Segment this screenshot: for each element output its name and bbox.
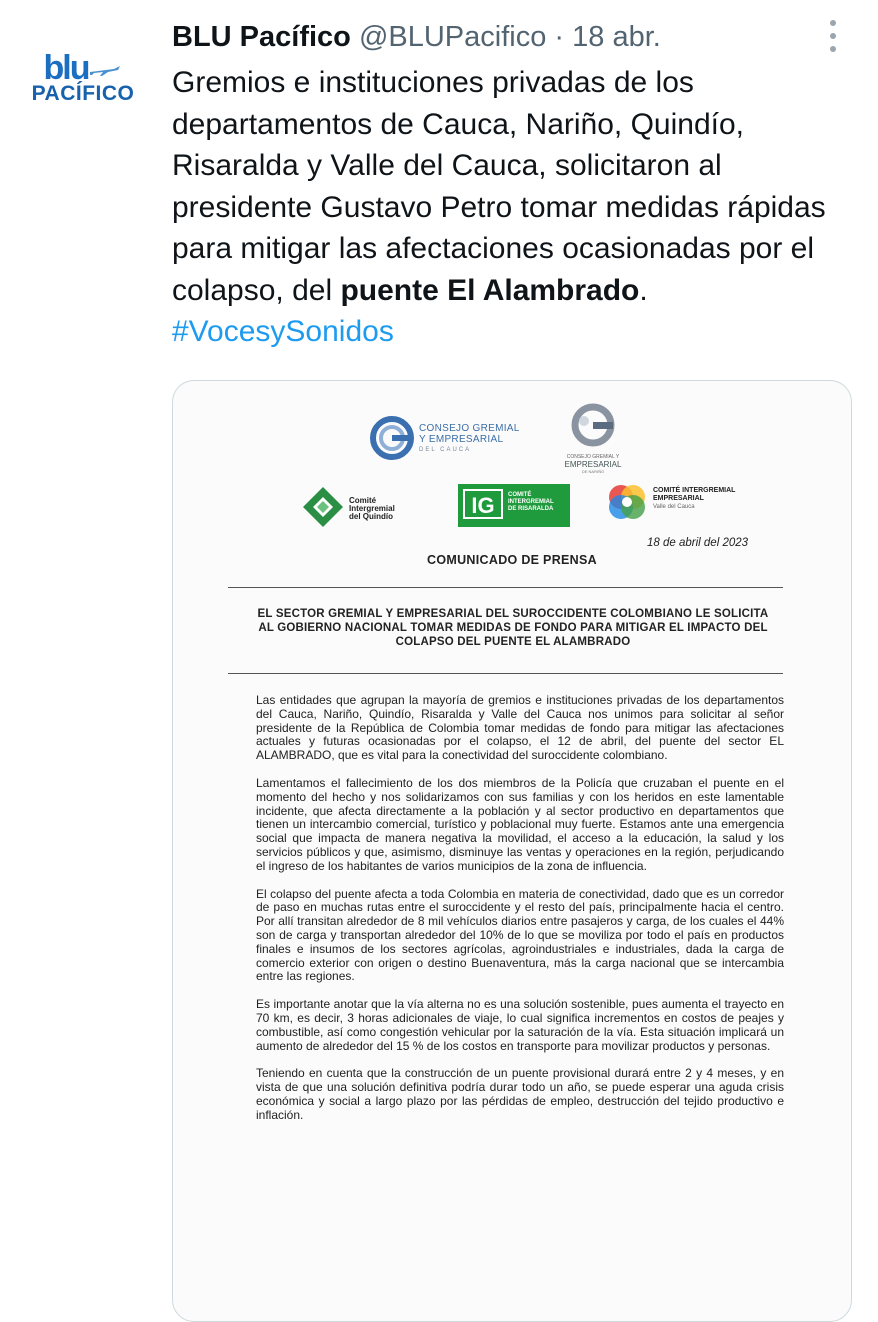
quindio-mark-icon [301, 485, 345, 529]
logo-quindio-line3: del Quindío [349, 512, 393, 521]
logo-comite-quindio [301, 485, 411, 529]
logo-consejo-narino [553, 403, 633, 474]
logo-risaralda-line3: DE RISARALDA [508, 506, 554, 512]
document-paragraph: Las entidades que agrupan la mayoría de gremios e instituciones privadas de los departamentos del Cauca, Nariño, Quindío, Risaralda y Valle del Cauca nos unimos para solicitar al señor presidente de la República de Colombia tomar medidas de fondo para mitigar las afectaciones actuales y futuras ocasionadas por el colapso, el 12 de abril, del puente del sector EL ALAMBRADO, que es vital para la conectividad del suroccidente colombiano. [256, 693, 784, 763]
logo-valle-line1: COMITÉ INTERGREMIAL [653, 487, 736, 494]
header-separator: · [554, 21, 565, 53]
plane-icon [88, 63, 122, 77]
logo-comite-risaralda [458, 484, 570, 527]
tweet-text-bold: puente El Alambrado [340, 273, 640, 307]
document-paragraph: El colapso del puente afecta a toda Colombia en materia de conectividad, dado que es un corredor de paso en muchas rutas entre el suroccidente y el resto del país, principalmente hacia el centro. Por allí transitan alrededor de 8 mil vehículos diarios entre pasajeros y carga, de los cuales el 44% son de carga y transportan alrededor del 10% de lo que se moviliza por todo el país en productos finales e insumos de los sectores agrícolas, agroindustriales e industriales, dada la carga de comercio exterior con origen o destino Buenaventura, más la carga nacional que se intercambia entre las regiones. [256, 886, 784, 984]
hashtag-link[interactable]: #VocesySonidos [172, 315, 394, 348]
tweet-header [172, 14, 812, 60]
document-paragraph: Teniendo en cuenta que la construcción de un puente provisional durará entre 2 y 4 meses, y en vista de que una solución definitiva podría durar todo un año, se puede esperar una aguda crisis económica y social a largo plazo por las pérdidas de empleo, destrucción del tejido productivo e inflación. [256, 1066, 784, 1122]
document-paragraph: Es importante anotar que la vía alterna no es una solución sostenible, pues aumenta el trayecto en 70 km, es decir, 3 horas adicionales de viaje, lo cual significa incrementos en costos de peajes y combustible, así como congestión vehicular por la saturación de la vía. Esta situación implicará un aumento de alrededor del 15 % de los costos en transporte para movilizar productos y personas. [256, 997, 784, 1053]
avatar-logo-line2: PACÍFICO [31, 82, 135, 105]
logo-cauca-line1: CONSEJO GREMIAL [419, 423, 520, 434]
tweet-media-image[interactable] [172, 380, 852, 1322]
logo-quindio-line1: Comité [349, 496, 377, 505]
tweet-text-part1: Gremios e instituciones privadas de los departamentos de Cauca, Nariño, Quindío, Risaralda y Valle del Cauca, solicitaron al presidente Gustavo Petro tomar medidas rápidas para mitigar las afectaciones ocasionadas por el colapso, del [172, 66, 826, 307]
logo-cauca-line3: DEL CAUCA [419, 447, 472, 453]
logo-valle-line2: EMPRESARIAL [653, 495, 704, 502]
cauca-g-icon [369, 415, 415, 461]
more-dot-icon [830, 33, 836, 39]
author-handle[interactable]: @BLUPacifico [358, 21, 547, 53]
logo-narino-line3: DE NARIÑO [581, 469, 605, 474]
logo-risaralda-line2: INTERGREMIAL [508, 499, 554, 505]
logo-narino-line2: EMPRESARIAL [564, 460, 622, 469]
logo-narino-line1: CONSEJO GREMIAL Y [566, 454, 620, 460]
divider-bottom [228, 673, 783, 674]
logo-quindio-line2: Intergremial [349, 504, 395, 513]
logo-comite-valle [603, 477, 753, 527]
more-dot-icon [830, 46, 836, 52]
author-avatar[interactable] [18, 40, 148, 118]
logo-cauca-line2: Y EMPRESARIAL [419, 434, 504, 445]
tweet-text [172, 62, 832, 353]
tweet-text-part2: . [639, 273, 648, 307]
valle-circles-icon [603, 477, 651, 525]
logo-risaralda-line1: COMITÉ [508, 492, 532, 498]
divider-top [228, 587, 783, 588]
author-name[interactable]: BLU Pacífico [172, 21, 351, 53]
logo-consejo-cauca [369, 415, 529, 463]
document-date: 18 de abril del 2023 [647, 537, 749, 549]
narino-g-icon [568, 403, 618, 447]
tweet-date[interactable]: 18 abr. [572, 21, 661, 53]
document-title: COMUNICADO DE PRENSA [427, 553, 597, 567]
more-options-button[interactable] [818, 18, 848, 54]
logo-risaralda-mark: IG [463, 489, 503, 519]
avatar-logo-blu [43, 49, 123, 87]
avatar-logo-line1: blu [43, 49, 89, 87]
document-paragraph: Lamentamos el fallecimiento de los dos miembros de la Policía que cruzaban el puente en el momento del hecho y nos solidarizamos con sus familias y con los heridos en este lamentable incidente, que afecta directamente a la población y al sector productivo en departamentos que tienen un intercambio comercial, turístico y poblacional muy fuerte. Estamos ante una emergencia social que impacta de manera negativa la movilidad, el acceso a la educación, la salud y los servicios públicos y que, asimismo, disminuye las ventas y operaciones en la región, perjudicando el ingreso de los habitantes de varios municipios de la zona de influencia. [256, 775, 784, 873]
logo-valle-line3: Valle del Cauca [653, 504, 695, 510]
document-body [256, 694, 784, 1137]
document-headline: EL SECTOR GREMIAL Y EMPRESARIAL DEL SUROCCIDENTE COLOMBIANO LE SOLICITA AL GOBIERNO NACIONAL TOMAR MEDIDAS DE FONDO PARA MITIGAR EL IMPACTO DEL COLAPSO DEL PUENTE EL ALAMBRADO [257, 608, 769, 648]
more-dot-icon [830, 20, 836, 26]
press-release-document [173, 381, 851, 1321]
